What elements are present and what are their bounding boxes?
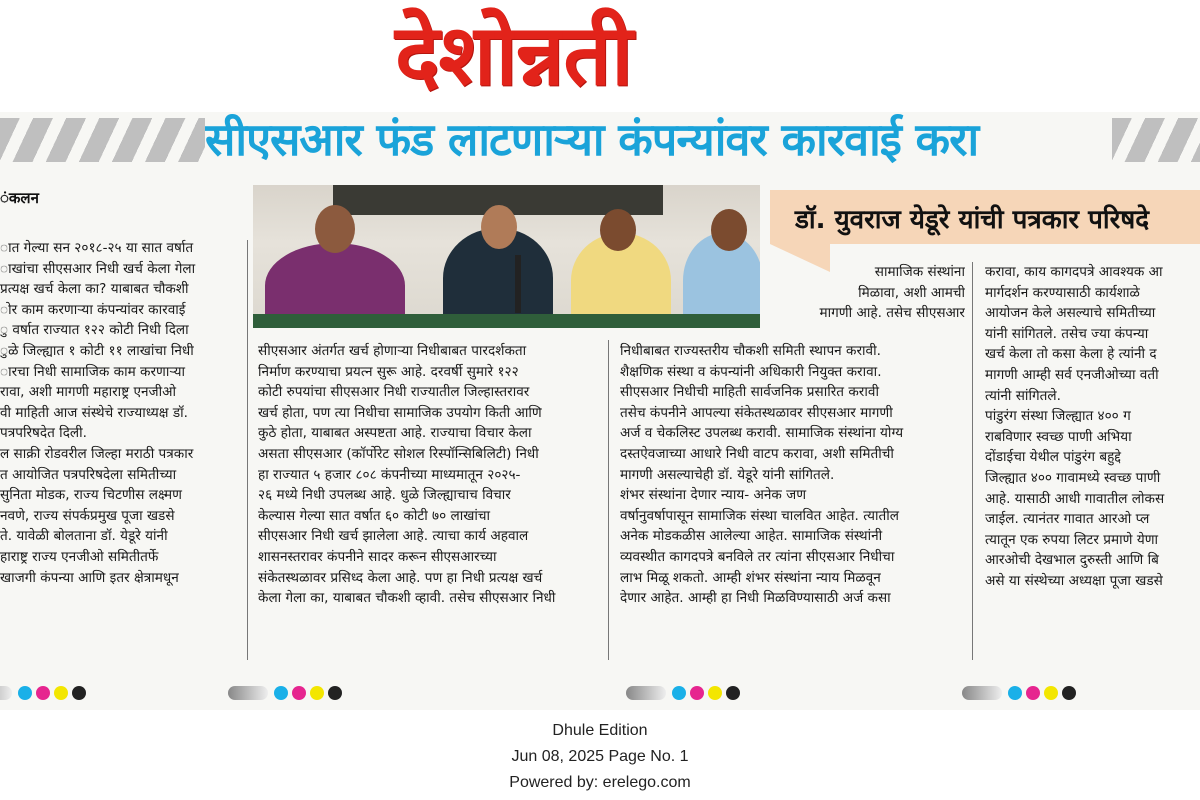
article-text-line: शैक्षणिक संस्था व कंपन्यांनी अधिकारी नियुक्त करावा. [620,363,882,380]
article-text-line: जिल्ह्यात ४०० गावामध्ये स्वच्छ पाणी [985,469,1161,486]
article-text-line: खर्च केला तो कसा केला हे त्यांनी द [985,346,1157,363]
masthead [0,0,1200,112]
registration-bar [228,686,268,700]
article-text-line: सीएसआर निधीची माहिती सार्वजनिक प्रसारित करावी [620,384,879,401]
article-column-4 [985,262,1200,592]
article-column-3-top [760,262,965,324]
registration-dot [310,686,324,700]
article-text-line: शासनस्तरावर कंपनीने सादर करून सीएसआरच्या [258,548,497,565]
article-text-line: वर्षानुवर्षापासून सामाजिक संस्था चालवित आहेत. त्यातील [620,507,900,524]
press-conference-photo [253,185,760,328]
article-text-line: त्यातून एक रुपया लिटर प्रमाणे येणा [985,531,1159,548]
article-text-line: अनेक मोडकळीस आलेल्या आहेत. सामाजिक संस्थांनी [620,528,883,545]
article-text-line: निर्माण करण्याचा प्रयत्न सुरू आहे. दरवर्षी सुमारे १२२ [258,363,519,380]
photo-head-2 [481,205,517,249]
article-text-line: असता सीएसआर (कॉर्पोरेट सोशल रिस्पॉन्सिबिलिटी) निधी [258,445,539,462]
article-text-line: जाईल. त्यानंतर गावात आरओ प्ल [985,511,1150,528]
column-divider [247,240,248,660]
registration-bar [962,686,1002,700]
article-text-line: पांडुरंग संस्था जिल्ह्यात ४०० ग [985,408,1131,425]
registration-marks [0,684,90,702]
article-text-line: कुठे होता, याबाबत अस्पष्टता आहे. राज्याचा विचार केला [258,425,532,442]
article-text-line: नवणे, राज्य संपर्कप्रमुख पूजा खडसे [0,507,175,524]
article-column-3 [620,341,965,609]
registration-dot [708,686,722,700]
article-text-line: ु वर्षात राज्यात १२२ कोटी निधी दिला [0,322,189,339]
article-text-line: ते. यावेळी बोलताना डॉ. येडूरे यांनी [0,528,168,545]
article-text-line: २६ मध्ये निधी उपलब्ध आहे. धुळे जिल्ह्याचाच विचार [258,487,511,504]
registration-marks [228,684,346,702]
registration-dot [1026,686,1040,700]
article-text-line: आयोजन केले असल्याचे समितीच्या [985,305,1156,322]
article-text-line: सामाजिक संस्थांना [874,264,965,280]
article-text-line: अर्ज व चेकलिस्ट उपलब्ध करावी. सामाजिक संस्थांना योग्य [620,425,904,442]
article-text-line: असे या संस्थेच्या अध्यक्षा पूजा खडसे [985,572,1163,589]
article-text-line: खर्च होता, पण त्या निधीचा सामाजिक उपयोग किती आणि [258,404,542,421]
article-text-line: सीएसआर अंतर्गत खर्च होणाऱ्या निधीबाबत पारदर्शकता [258,343,527,359]
registration-dot [36,686,50,700]
registration-dot [1062,686,1076,700]
article-text-line: देणार आहेत. आम्ही हा निधी मिळविण्यासाठी अर्ज कसा [620,590,891,607]
article-text-line: मार्गदर्शन करण्यासाठी कार्यशाळे [985,284,1140,301]
column-divider [972,262,973,660]
registration-bar [626,686,666,700]
article-text-line: हा राज्यात ५ हजार ८०८ कंपनीच्या माध्यमातून २०२५- [258,466,521,483]
article-text-line: मागणी आहे. तसेच सीएसआर [819,305,965,322]
column-divider [608,340,609,660]
article-text-line: वी माहिती आज संस्थेचे राज्याध्यक्ष डॉ. [0,404,188,421]
article-text-line: रावा, अशी मागणी महाराष्ट्र एनजीओ [0,384,177,401]
article-text-line: पत्रपरिषदेत दिली. [0,425,87,442]
article-text-line: ोर काम करणाऱ्या कंपन्यांवर कारवाई [0,301,186,318]
registration-marks [962,684,1080,702]
registration-dot [18,686,32,700]
decorative-stripes-right [1112,118,1200,162]
article-text-line: शंभर संस्थांना देणार न्याय- अनेक जण [620,487,807,504]
article-subheadline: डॉ. युवराज येडूरे यांची पत्रकार परिषदे [795,205,1150,235]
microphone [515,255,521,313]
article-byline: ंकलन [0,189,39,207]
registration-dot [1044,686,1058,700]
article-text-line: खाजगी कंपन्या आणि इतर क्षेत्रामधून [0,569,179,586]
article-text-line: ाखांचा सीएसआर निधी खर्च केला गेला [0,260,196,277]
registration-dot [72,686,86,700]
article-text-line: तसेच कंपनीने आपल्या संकेतस्थळावर सीएसआर मागणी [620,404,893,421]
article-text-line: ात गेल्या सन २०१८-२५ या सात वर्षात [0,240,194,256]
article-text-line: ुळे जिल्ह्यात १ कोटी ११ लाखांचा निधी [0,342,194,359]
article-column-1 [0,238,240,588]
article-text-line: केला गेला का, याबाबत चौकशी व्हावी. तसेच सीएसआर निधी [258,590,556,607]
registration-dot [328,686,342,700]
registration-bar [0,686,12,700]
article-headline: सीएसआर फंड लाटणाऱ्या कंपन्यांवर कारवाई करा [205,113,979,166]
article-text-line: लाभ मिळू शकतो. आम्ही शंभर संस्थांना न्याय मिळवून [620,569,881,586]
article-text-line: मागणी आम्ही सर्व एनजीओच्या वती [985,366,1159,383]
powered-by-label: Powered by: erelego.com [509,774,691,791]
newspaper-logo: देशोन्नती [395,6,632,104]
article-text-line: संकेतस्थळावर प्रसिध्द केला आहे. पण हा निधी प्रत्यक्ष खर्च [258,569,543,586]
article-text-line: सुनिता मोडक, राज्य चिटणीस लक्ष्मण [0,487,182,504]
article-text-line: व्यवस्थीत कागदपत्रे बनविले तर त्यांना सीएसआर निधीचा [620,548,895,565]
registration-dot [690,686,704,700]
article-text-line: कोटी रुपयांचा सीएसआर निधी राज्यातील जिल्हास्तरावर [258,384,530,401]
article-text-line: ल साक्री रोडवरील जिल्हा मराठी पत्रकार [0,445,194,462]
photo-head-4 [711,209,747,251]
registration-dot [672,686,686,700]
article-text-line: राबविणार स्वच्छ पाणी अभिया [985,428,1132,445]
article-column-2 [258,341,598,609]
registration-dot [1008,686,1022,700]
registration-dot [726,686,740,700]
registration-dot [54,686,68,700]
article-text-line: दोंडाईचा येथील पांडुरंग बहुद्दे [985,449,1121,466]
decorative-stripes-left [0,118,205,162]
article-text-line: हाराष्ट्र राज्य एनजीओ समितीतर्फे [0,548,159,565]
article-text-line: मागणी असल्याचेही डॉ. येडूरे यांनी सांगितले. [620,466,835,483]
article-text-line: त्यांनी सांगितले. [985,387,1061,404]
article-text-line: त आयोजित पत्रपरिषदेला समितीच्या [0,466,177,483]
article-text-line: केल्यास गेल्या सात वर्षात ६० कोटी ७० लाखांचा [258,507,491,524]
registration-marks [626,684,744,702]
registration-dot [274,686,288,700]
article-text-line: निधीबाबत राज्यस्तरीय चौकशी समिती स्थापन करावी. [620,343,881,359]
edition-label: Dhule Edition [552,722,648,739]
article-text-line: दस्तऐवजाच्या आधारे निधी वाटप करावा, अशी समितीची [620,445,894,462]
article-text-line: आरओची देखभाल दुरुस्ती आणि बि [985,552,1159,569]
photo-head-3 [600,209,636,251]
article-text-line: आहे. यासाठी आधी गावातील लोकस [985,490,1165,507]
photo-head-1 [315,205,355,253]
date-page-label: Jun 08, 2025 Page No. 1 [511,748,689,765]
article-text-line: मिळावा, अशी आमची [858,284,965,301]
article-text-line: यांनी सांगितले. तसेच ज्या कंपन्या [985,325,1149,342]
article-text-line: ारचा निधी सामाजिक काम करणाऱ्या [0,363,185,380]
registration-dot [292,686,306,700]
photo-table [253,314,760,328]
article-text-line: करावा, काय कागदपत्रे आवश्यक आ [985,264,1163,280]
article-text-line: सीएसआर निधी खर्च झालेला आहे. त्याचा कार्य अहवाल [258,528,529,545]
article-text-line: प्रत्यक्ष खर्च केला का? याबाबत चौकशी [0,281,189,298]
